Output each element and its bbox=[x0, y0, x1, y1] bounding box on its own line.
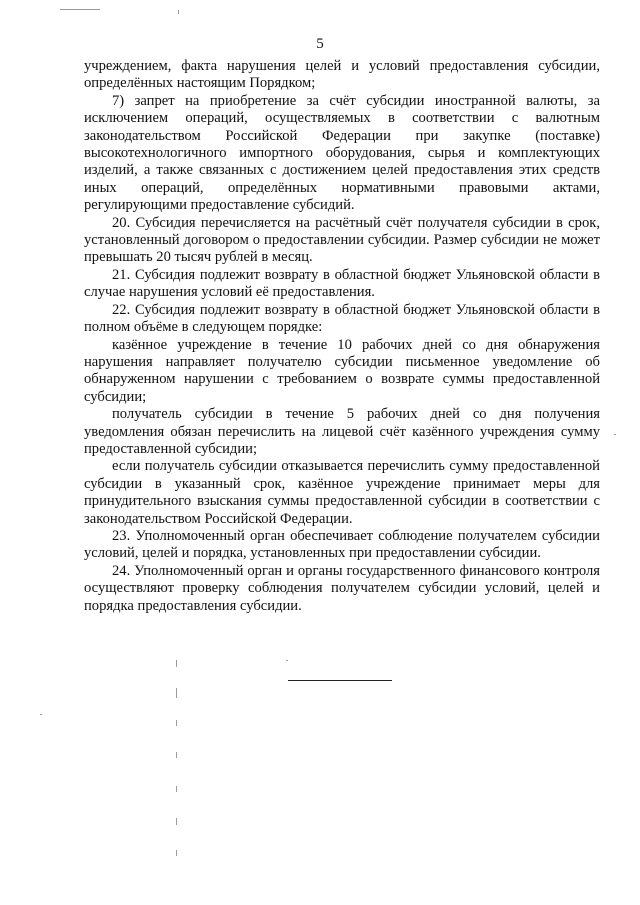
end-of-text-rule bbox=[288, 680, 392, 681]
paragraph-clause-21: 21. Субсидия подлежит возврату в областной бюджет Ульяновской области в случае нарушения условий её предоставления. bbox=[84, 266, 600, 301]
scan-speck bbox=[176, 720, 177, 726]
scan-speck bbox=[286, 660, 288, 661]
scan-speck bbox=[176, 688, 177, 698]
scan-speck bbox=[178, 10, 179, 14]
paragraph-clause-23: 23. Уполномоченный орган обеспечивает соблюдение получателем субсидии условий, целей и порядка, установленных при предоставлении субсидии. bbox=[84, 527, 600, 562]
paragraph-item-7: 7) запрет на приобретение за счёт субсидии иностранной валюты, за исключением операций, осуществляемых в соответствии с валютным законодательством Российской Федерации при закупке (поставке) высокотехнологичного импортного оборудования, сырья и комплектующих изделий, а также связанных с достижением целей предоставления этих средств иных операций, определённых нормативными правовыми актами, регулирующими предоставление субсидий. bbox=[84, 92, 600, 214]
scan-speck bbox=[176, 752, 177, 758]
paragraph-clause-22: 22. Субсидия подлежит возврату в областной бюджет Ульяновской области в полном объёме в следующем порядке: bbox=[84, 301, 600, 336]
paragraph-clause-22-step-3: если получатель субсидии отказывается перечислить сумму предоставленной субсидии в указанный срок, казённое учреждение принимает меры для принудительного взыскания суммы предоставленной субсидии в соответствии с законодательством Российской Федерации. bbox=[84, 458, 600, 527]
scan-speck bbox=[60, 9, 100, 10]
scan-speck bbox=[40, 714, 42, 715]
paragraph-clause-20: 20. Субсидия перечисляется на расчётный счёт получателя субсидии в срок, установленный договором о предоставлении субсидии. Размер субсидии не может превышать 20 тысяч рублей в месяц. bbox=[84, 214, 600, 266]
document-body bbox=[84, 58, 600, 615]
scan-speck bbox=[176, 850, 177, 856]
scan-speck bbox=[176, 660, 177, 667]
paragraph-clause-22-step-2: получатель субсидии в течение 5 рабочих дней со дня получения уведомления обязан перечислить на лицевой счёт казённого учреждения сумму предоставленной субсидии; bbox=[84, 406, 600, 457]
paragraph-clause-24: 24. Уполномоченный орган и органы государственного финансового контроля осуществляют проверку соблюдения получателем субсидии условий, целей и порядка предоставления субсидии. bbox=[84, 562, 600, 614]
scan-speck bbox=[176, 818, 177, 825]
paragraph-continuation: учреждением, факта нарушения целей и условий предоставления субсидии, определённых настоящим Порядком; bbox=[84, 58, 600, 92]
page-number: 5 bbox=[316, 36, 324, 52]
paragraph-clause-22-step-1: казённое учреждение в течение 10 рабочих дней со дня обнаружения нарушения направляет получателю субсидии письменное уведомление об обнаруженном нарушении с требованием о возврате суммы предоставленной субсидии; bbox=[84, 336, 600, 405]
scan-speck bbox=[614, 434, 616, 435]
scan-speck bbox=[176, 786, 177, 792]
